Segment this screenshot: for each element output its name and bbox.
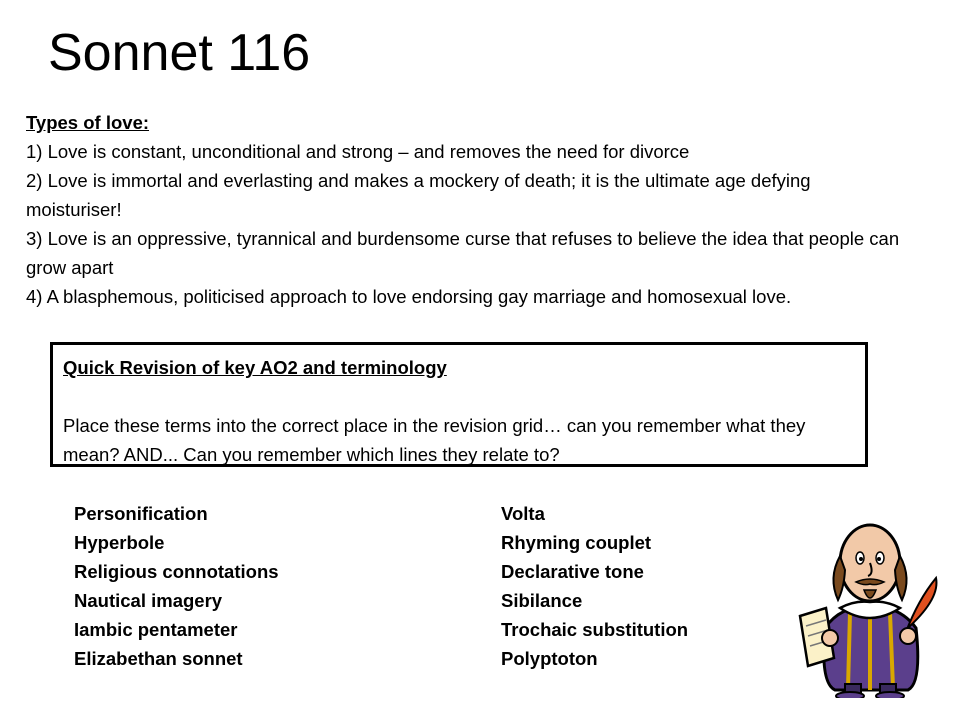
love-type-2: 2) Love is immortal and everlasting and makes a mockery of death; it is the ultimate age defying moisturiser!: [26, 170, 811, 220]
term-item: Elizabethan sonnet: [74, 648, 243, 669]
types-of-love-section: [26, 108, 911, 311]
term-item: Polyptoton: [501, 648, 598, 669]
term-item: Rhyming couplet: [501, 532, 652, 553]
term-item: Nautical imagery: [74, 590, 223, 611]
term-item: Sibilance: [501, 590, 583, 611]
revision-box: [50, 342, 868, 467]
term-item: Volta: [501, 503, 545, 524]
love-type-1: 1) Love is constant, unconditional and strong – and removes the need for divorce: [26, 141, 690, 162]
shakespeare-cartoon-icon: [790, 508, 950, 698]
term-item: Religious connotations: [74, 561, 279, 582]
term-item: Hyperbole: [74, 532, 165, 553]
revision-box-instructions: Place these terms into the correct place in the revision grid… can you remember what they mean? AND... Can you remember which lines they relate to?: [63, 415, 806, 465]
term-item: Trochaic substitution: [501, 619, 689, 640]
term-item: Iambic pentameter: [74, 619, 238, 640]
revision-box-heading: Quick Revision of key AO2 and terminology: [63, 357, 447, 378]
terms-column-right: [501, 499, 688, 673]
slide-title: Sonnet 116: [48, 24, 311, 82]
term-item: Declarative tone: [501, 561, 644, 582]
love-type-4: 4) A blasphemous, politicised approach to love endorsing gay marriage and homosexual love.: [26, 286, 792, 307]
love-type-3: 3) Love is an oppressive, tyrannical and burdensome curse that refuses to believe the idea that people can grow apart: [26, 228, 900, 278]
term-item: Personification: [74, 503, 208, 524]
types-heading: Types of love:: [26, 112, 150, 133]
terms-column-left: [74, 499, 279, 673]
